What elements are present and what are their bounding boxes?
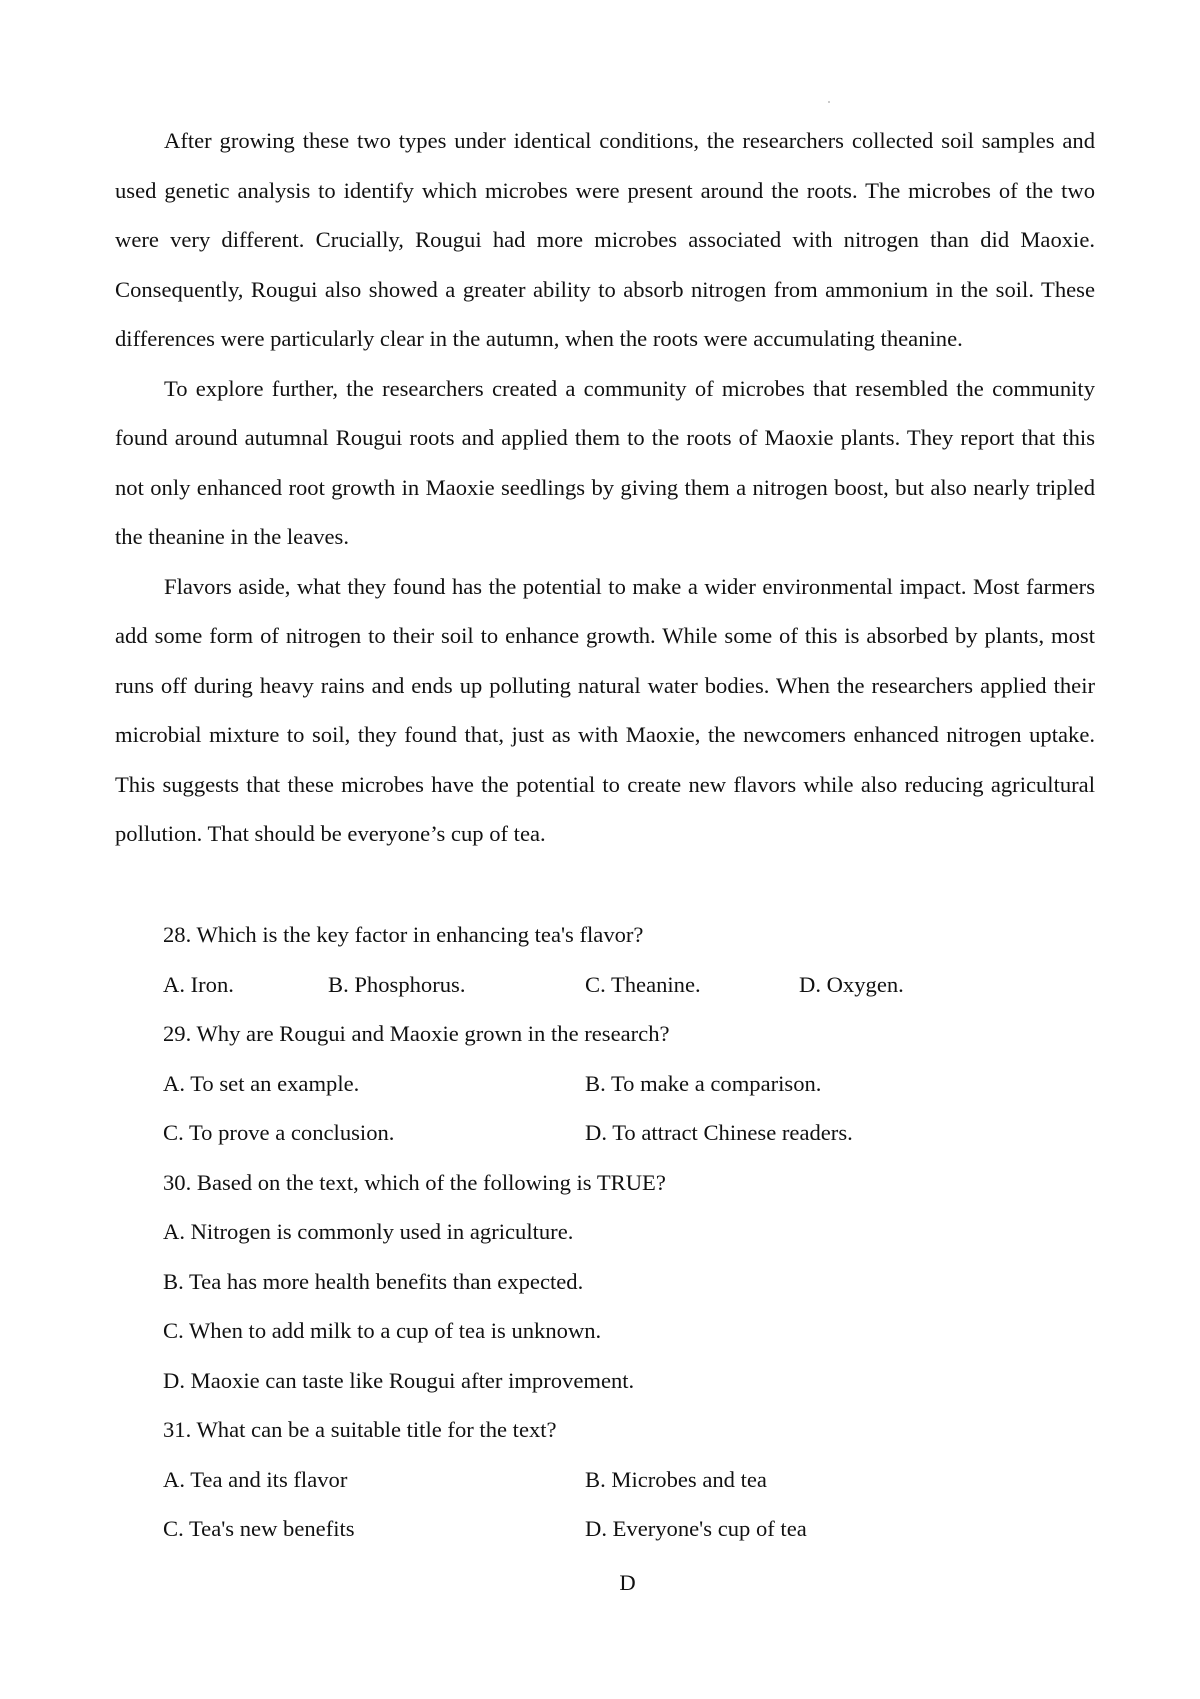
q31-option-b: B. Microbes and tea <box>585 1466 767 1492</box>
question-28-stem: 28. Which is the key factor in enhancing tea's flavor? <box>163 922 644 947</box>
question-31-options-row-1 <box>163 1455 1093 1505</box>
question-31-stem: 31. What can be a suitable title for the text? <box>163 1417 557 1442</box>
passage-paragraph-2: To explore further, the researchers created a community of microbes that resembled the community found around autumnal Rougui roots and applied them to the roots of Maoxie plants. They report that this not only enhanced root growth in Maoxie seedlings by giving them a nitrogen boost, but also nearly tripled the theanine in the leaves. <box>115 375 1095 549</box>
reading-passage <box>115 116 1095 859</box>
question-28-options <box>163 960 1093 1010</box>
section-letter: D <box>619 1570 636 1595</box>
q28-option-c: C. Theanine. <box>585 971 701 997</box>
q30-option-d: D. Maoxie can taste like Rougui after improvement. <box>163 1367 635 1393</box>
q31-option-c: C. Tea's new benefits <box>163 1516 355 1541</box>
q29-option-c: C. To prove a conclusion. <box>163 1120 395 1145</box>
q29-option-b: B. To make a comparison. <box>585 1070 822 1096</box>
q29-option-d: D. To attract Chinese readers. <box>585 1120 853 1145</box>
q30-option-c: C. When to add milk to a cup of tea is unknown. <box>163 1318 602 1343</box>
passage-paragraph-3: Flavors aside, what they found has the potential to make a wider environmental impact. Most farmers add some form of nitrogen to their soil to enhance growth. While some of this is absorbed by plants, most runs off during heavy rains and ends up polluting natural water bodies. When the researchers applied their microbial mixture to soil, they found that, just as with Maoxie, the newcomers enhanced nitrogen uptake. This suggests that these microbes have the potential to create new flavors while also reducing agricultural pollution. That should be everyone’s cup of tea. <box>115 573 1095 846</box>
q29-option-a: A. To set an example. <box>163 1070 360 1096</box>
q28-option-a: A. Iron. <box>163 971 234 997</box>
q30-option-b: B. Tea has more health benefits than expected. <box>163 1268 584 1294</box>
q28-option-b: B. Phosphorus. <box>328 971 466 997</box>
q31-option-d: D. Everyone's cup of tea <box>585 1516 807 1541</box>
question-29-options-row-1 <box>163 1059 1093 1109</box>
q31-option-a: A. Tea and its flavor <box>163 1466 348 1492</box>
question-31-options-row-2 <box>163 1504 1093 1554</box>
q28-option-d: D. Oxygen. <box>799 971 904 997</box>
q30-option-a: A. Nitrogen is commonly used in agriculture. <box>163 1219 574 1244</box>
passage-paragraph-1: After growing these two types under identical conditions, the researchers collected soil samples and used genetic analysis to identify which microbes were present around the roots. The microbes of the two were very different. Crucially, Rougui had more microbes associated with nitrogen than did Maoxie. Consequently, Rougui also showed a greater ability to absorb nitrogen from ammonium in the soil. These differences were particularly clear in the autumn, when the roots were accumulating theanine. <box>115 128 1095 351</box>
stray-mark <box>828 101 830 103</box>
question-29-options-row-2 <box>163 1108 1093 1158</box>
question-30-stem: 30. Based on the text, which of the following is TRUE? <box>163 1169 666 1195</box>
question-29-stem: 29. Why are Rougui and Maoxie grown in the research? <box>163 1021 670 1046</box>
question-list <box>163 910 1093 1554</box>
